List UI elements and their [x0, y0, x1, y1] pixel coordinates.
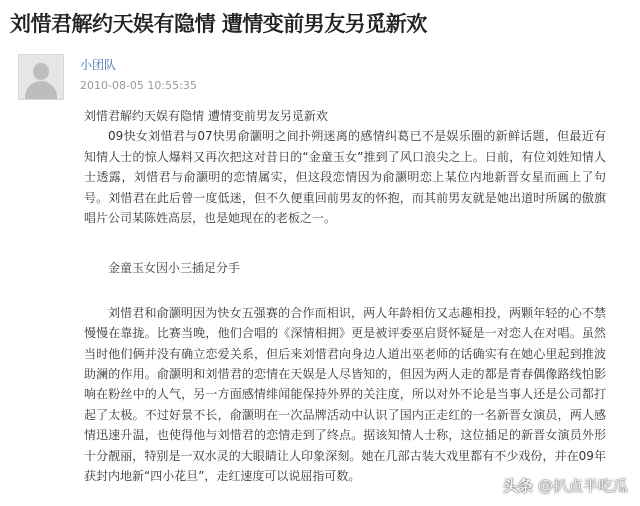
watermark — [503, 475, 628, 496]
article-body — [84, 106, 606, 487]
article-lead: 刘惜君解约天娱有隐情 遭情变前男友另觅新欢 — [84, 109, 328, 123]
article-subheading: 金童玉女因小三插足分手 — [108, 261, 241, 276]
article-title: 刘惜君解约天娱有隐情 遭情变前男友另觅新欢 — [10, 12, 427, 36]
publish-date: 2010-08-05 10:55:35 — [80, 79, 197, 92]
watermark-account: @扒点半吃瓜 — [537, 477, 628, 495]
article-paragraph: 09快女刘惜君与07快男俞灏明之间扑朔迷离的感情纠葛已不是娱乐圈的新鲜话题，但最近有知情人士的惊人爆料又再次把这对昔日的“金童玉女”推到了风口浪尖之上。日前，有位刘姓知情人士透露，刘惜君与俞灏明的恋情属实，但这段恋情因为俞灏明恋上某位内地新晋女星而画上了句号。刘惜君在此后曾一度低迷，但不久便重回前男友的怀抱，而其前男友就是她出道时所属的傲旗唱片公司某陈姓高层，也是她现在的老板之一。 — [84, 129, 606, 226]
avatar[interactable] — [18, 54, 64, 100]
avatar-head-shape — [33, 63, 49, 80]
toutiao-logo: 头条 — [502, 477, 533, 495]
author-link[interactable]: 小团队 — [80, 58, 117, 72]
article-paragraph: 刘惜君和俞灏明因为快女五强赛的合作而相识，两人年龄相仿又志趣相投，两颗年轻的心不禁慢慢在靠拢。比赛当晚，他们合唱的《深情相拥》更是被评委巫启贤怀疑是一对恋人在对唱。虽然当时他们俩并没有确立恋爱关系，但后来刘惜君向身边人道出巫老师的话确实有在她心里起到推波助澜的作用。俞灏明和刘惜君的恋情在天娱是人尽皆知的，但因为两人走的都是青春偶像路线怕影响在粉丝中的人气，另一方面感情绯闻能保持外界的关注度，所以对外不论是当事人还是公司都打起了太极。不过好景不长，俞灏明在一次品牌活动中认识了国内正走红的一名新晋女演员，两人感情迅速升温，也使得他与刘惜君的恋情走到了终点。据该知情人士称，这位插足的新晋女演员外形十分靓丽，特别是一双水灵的大眼睛让人印象深刻。她在几部古装大戏里都有不少戏份，并在09年获封内地新“四小花旦”，走红速度可以说屈指可数。 — [84, 305, 606, 484]
avatar-body-shape — [25, 81, 57, 100]
